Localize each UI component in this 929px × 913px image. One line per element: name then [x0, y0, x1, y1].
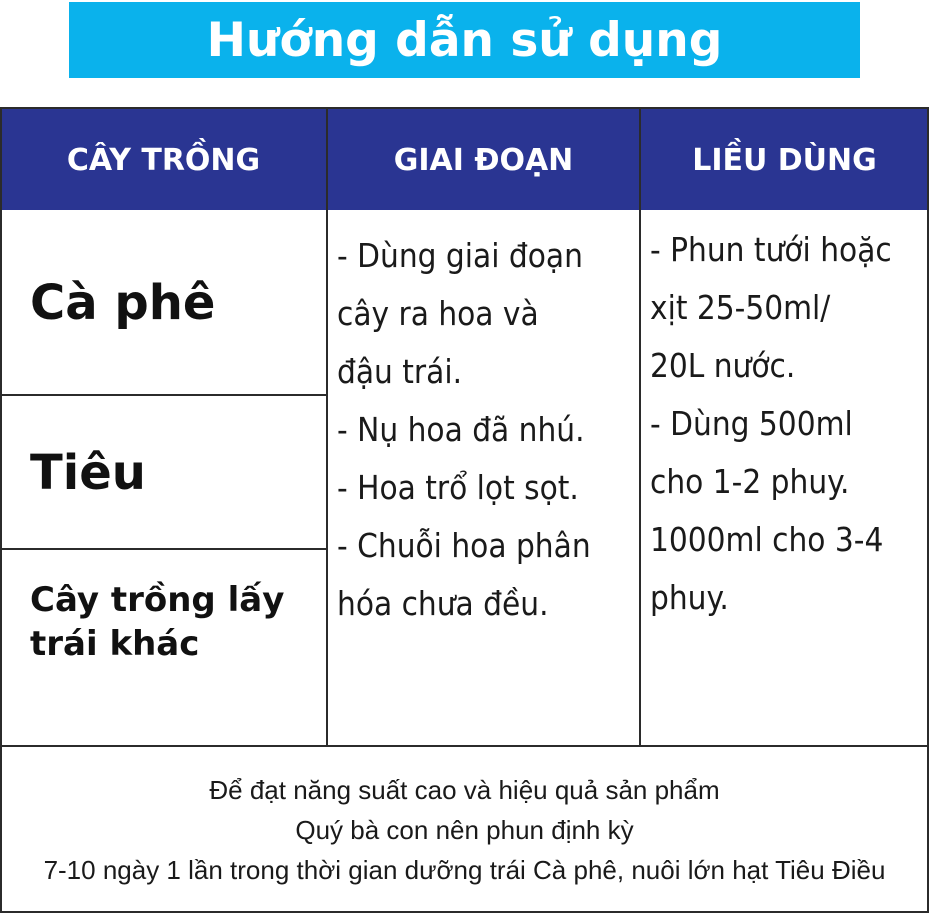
crop-ca-phe: Cà phê: [30, 275, 216, 331]
dose-text: [650, 221, 926, 627]
stage-line: đậu trái.: [337, 352, 462, 391]
stage-line: - Chuỗi hoa phân: [337, 526, 591, 565]
header-stage: GIAI ĐOẠN: [327, 107, 640, 210]
crop-tieu: Tiêu: [30, 445, 146, 501]
footer-line-2: Quý bà con nên phun định kỳ: [295, 815, 634, 845]
header-crop: CÂY TRỒNG: [0, 107, 327, 210]
divider-col-2: [639, 107, 641, 746]
usage-table: [0, 107, 929, 913]
divider-row-1: [0, 394, 327, 396]
dose-line: - Phun tưới hoặc: [650, 230, 892, 269]
footer-line-1: Để đạt năng suất cao và hiệu quả sản phẩm: [209, 775, 720, 805]
stage-line: - Hoa trổ lọt sọt.: [337, 468, 579, 507]
crop-other-line-2: trái khác: [30, 623, 200, 664]
dose-line: phuy.: [650, 578, 729, 617]
stage-text: [337, 227, 635, 633]
stage-line: hóa chưa đều.: [337, 584, 549, 623]
dose-line: 20L nước.: [650, 346, 796, 385]
header-dose: LIỀU DÙNG: [640, 107, 929, 210]
stage-line: cây ra hoa và: [337, 294, 539, 333]
divider-row-2: [0, 548, 327, 550]
page-title: Hướng dẫn sử dụng: [206, 12, 723, 68]
title-banner: [69, 2, 860, 78]
crop-other: [0, 550, 326, 745]
dose-line: 1000ml cho 3-4: [650, 520, 884, 559]
dose-line: xịt 25-50ml/: [650, 288, 831, 327]
stage-line: - Nụ hoa đã nhú.: [337, 410, 585, 449]
footer-note: [0, 747, 929, 913]
divider-footer: [0, 745, 929, 747]
crop-other-line-1: Cây trồng lấy: [30, 579, 285, 620]
border-left: [0, 107, 2, 913]
footer-line-3: 7-10 ngày 1 lần trong thời gian dưỡng trái Cà phê, nuôi lớn hạt Tiêu Điều: [43, 855, 886, 885]
divider-col-1: [326, 107, 328, 746]
stage-line: - Dùng giai đoạn: [337, 236, 583, 275]
dose-line: cho 1-2 phuy.: [650, 462, 850, 501]
border-top: [0, 107, 929, 109]
dose-line: - Dùng 500ml: [650, 404, 853, 443]
